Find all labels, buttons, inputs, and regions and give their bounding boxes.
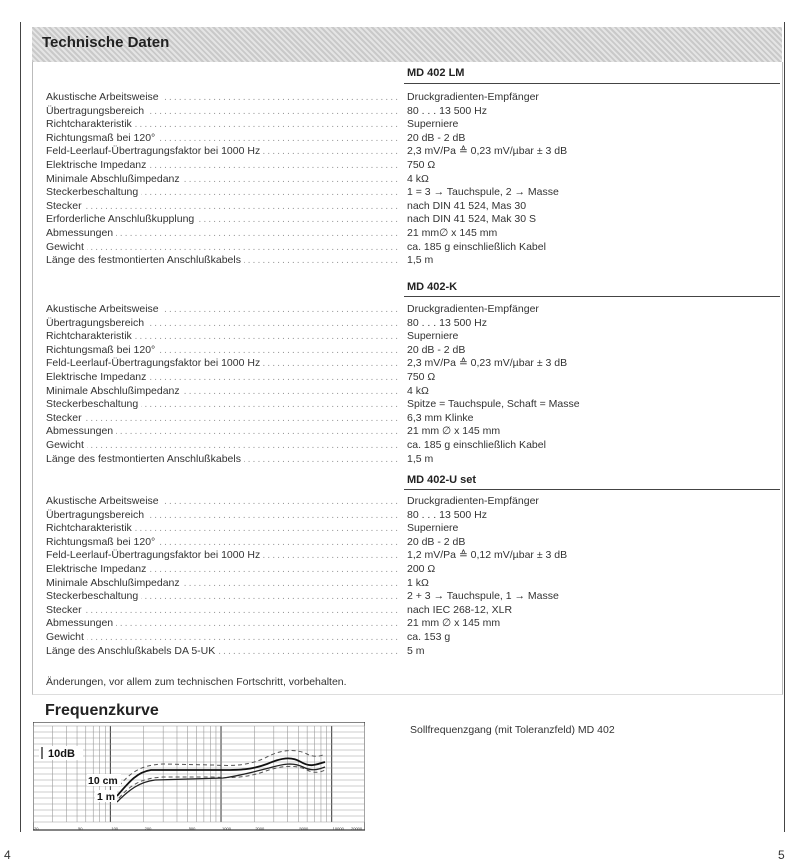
- spec-label-text: Erforderliche Anschlußkupplung: [46, 213, 197, 225]
- spec-label-text: Übertragungsbereich: [46, 509, 147, 521]
- spec-row: [0, 644, 807, 658]
- x-tick-label: 500: [188, 826, 196, 831]
- spec-row: [0, 603, 807, 617]
- spec-label-text: Steckerbeschaltung: [46, 590, 141, 602]
- spec-label: [46, 117, 398, 131]
- spec-row: [0, 494, 807, 508]
- spec-label-text: Steckerbeschaltung: [46, 186, 141, 198]
- spec-label-text: Abmessungen: [46, 227, 116, 239]
- spec-row: [0, 329, 807, 343]
- spec-row: [0, 576, 807, 590]
- spec-label-text: Abmessungen: [46, 425, 116, 437]
- spec-label-text: Abmessungen: [46, 617, 116, 629]
- spec-row: [0, 397, 807, 411]
- spec-value: nach DIN 41 524, Mak 30 S: [407, 213, 536, 226]
- spec-value: 20 dB - 2 dB: [407, 343, 466, 356]
- x-tick-label: 20: [34, 826, 39, 831]
- spec-value: 80 . . . 13 500 Hz: [407, 508, 487, 521]
- spec-value: 4 kΩ: [407, 384, 429, 397]
- x-tick-label: 2000: [255, 826, 265, 831]
- spec-label: [46, 576, 398, 590]
- spec-value: 750 Ω: [407, 371, 436, 383]
- spec-label: [46, 589, 398, 603]
- curve-label-1m: 1 m: [97, 791, 116, 803]
- spec-value: 21 mm ∅ x 145 mm: [407, 617, 501, 630]
- frequency-response-chart: [33, 722, 365, 834]
- spec-label-text: Richtungsmaß bei 120°: [46, 344, 158, 356]
- spec-label-text: Minimale Abschlußimpedanz: [46, 577, 183, 589]
- spec-label-text: Richtcharakteristik: [46, 522, 135, 534]
- disclaimer-note: Änderungen, vor allem zum technischen Fortschritt, vorbehalten.: [46, 676, 347, 688]
- spec-value: Superniere: [407, 118, 459, 131]
- x-tick-label: 200: [144, 826, 152, 831]
- spec-label-text: Gewicht: [46, 631, 87, 643]
- spec-value: 4 kΩ: [407, 172, 429, 185]
- spec-label-text: Gewicht: [46, 439, 87, 451]
- spec-label: [46, 508, 398, 522]
- spec-row: [0, 616, 807, 630]
- spec-row: [0, 370, 807, 384]
- spec-row: [0, 185, 807, 199]
- spec-label: [46, 616, 398, 630]
- spec-label-text: Stecker: [46, 200, 85, 212]
- x-tick-label: 20000: [351, 826, 363, 831]
- section-title: Technische Daten: [42, 34, 170, 51]
- spec-row: [0, 104, 807, 118]
- spec-value: 80 . . . 13 500 Hz: [407, 316, 487, 329]
- spec-label-text: Feld-Leerlauf-Übertragungsfaktor bei 1000 Hz: [46, 145, 263, 157]
- spec-label: [46, 329, 398, 343]
- spec-label: [46, 144, 398, 158]
- spec-label-text: Akustische Arbeitsweise: [46, 303, 162, 315]
- spec-row: [0, 521, 807, 535]
- spec-row: [0, 226, 807, 240]
- spec-label: [46, 172, 398, 186]
- x-tick-label: 50: [78, 826, 83, 831]
- spec-row: [0, 131, 807, 145]
- spec-label: [46, 562, 398, 576]
- spec-label: [46, 397, 398, 411]
- spec-row: [0, 384, 807, 398]
- spec-label: [46, 90, 398, 104]
- spec-row: [0, 535, 807, 549]
- spec-label-text: Elektrische Impedanz: [46, 159, 149, 171]
- spec-label: [46, 424, 398, 438]
- spec-row: [0, 240, 807, 254]
- x-tick-label: 10000: [332, 826, 344, 831]
- spec-label-text: Akustische Arbeitsweise: [46, 91, 162, 103]
- spec-row: [0, 548, 807, 562]
- spec-row: [0, 452, 807, 466]
- spec-value: Druckgradienten-Empfänger: [407, 91, 539, 103]
- spec-row: [0, 212, 807, 226]
- spec-label-text: Gewicht: [46, 241, 87, 253]
- spec-value: 21 mm∅ x 145 mm: [407, 227, 498, 239]
- spec-label-text: Akustische Arbeitsweise: [46, 495, 162, 507]
- spec-value: 5 m: [407, 644, 425, 657]
- model-title-lm: MD 402 LM: [407, 67, 465, 79]
- spec-label: [46, 356, 398, 370]
- spec-row: [0, 158, 807, 172]
- spec-label-text: Übertragungsbereich: [46, 317, 147, 329]
- spec-row: [0, 356, 807, 370]
- spec-label: [46, 240, 398, 254]
- spec-label: [46, 644, 398, 658]
- spec-label: [46, 316, 398, 330]
- spec-value: 1 = 3 → Tauchspule, 2 → Masse: [407, 186, 559, 199]
- spec-label: [46, 185, 398, 199]
- spec-label: [46, 226, 398, 240]
- spec-value: nach DIN 41 524, Mas 30: [407, 199, 527, 212]
- spec-row: [0, 253, 807, 267]
- spec-value: 750 Ω: [407, 159, 436, 171]
- spec-row: [0, 508, 807, 522]
- spec-label-text: Elektrische Impedanz: [46, 563, 149, 575]
- spec-label-text: Stecker: [46, 412, 85, 424]
- spec-label: [46, 535, 398, 549]
- spec-label-text: Länge des festmontierten Anschlußkabels: [46, 453, 244, 465]
- frequency-caption: Sollfrequenzgang (mit Toleranzfeld) MD 402: [410, 724, 615, 736]
- spec-label: [46, 158, 398, 172]
- spec-row: [0, 199, 807, 213]
- spec-row: [0, 343, 807, 357]
- spec-row: [0, 630, 807, 644]
- spec-label: [46, 603, 398, 617]
- spec-value: 2 + 3 → Tauchspule, 1 → Masse: [407, 590, 559, 603]
- spec-label-text: Minimale Abschlußimpedanz: [46, 173, 183, 185]
- curve-label-10cm: 10 cm: [88, 775, 118, 787]
- spec-label: [46, 370, 398, 384]
- spec-value: 2,3 mV/Pa ≙ 0,23 mV/µbar ± 3 dB: [407, 145, 568, 158]
- spec-row: [0, 411, 807, 425]
- spec-value: 200 Ω: [407, 563, 436, 575]
- spec-value: 1 kΩ: [407, 576, 429, 589]
- page-number-right: 5: [778, 848, 785, 862]
- spec-row: [0, 424, 807, 438]
- spec-row: [0, 302, 807, 316]
- spec-row: [0, 562, 807, 576]
- spec-value: 20 dB - 2 dB: [407, 131, 466, 144]
- x-tick-label: 5000: [299, 826, 309, 831]
- spec-label-text: Feld-Leerlauf-Übertragungsfaktor bei 1000 Hz: [46, 357, 263, 369]
- x-tick-label: 100: [111, 826, 119, 831]
- spec-row: [0, 90, 807, 104]
- spec-label: [46, 494, 398, 508]
- frequency-title: Frequenzkurve: [45, 702, 159, 719]
- spec-value: ca. 185 g einschließlich Kabel: [407, 439, 546, 451]
- model-rule-k: [404, 296, 780, 297]
- spec-label: [46, 630, 398, 644]
- spec-row: [0, 316, 807, 330]
- spec-row: [0, 589, 807, 603]
- spec-label-text: Länge des Anschlußkabels DA 5-UK: [46, 645, 218, 657]
- spec-label: [46, 199, 398, 213]
- spec-row: [0, 172, 807, 186]
- model-rule-lm: [404, 83, 780, 84]
- spec-label-text: Richtungsmaß bei 120°: [46, 536, 158, 548]
- spec-label: [46, 343, 398, 357]
- page-number-left: 4: [4, 848, 11, 862]
- spec-value: 2,3 mV/Pa ≙ 0,23 mV/µbar ± 3 dB: [407, 357, 568, 370]
- spec-row: [0, 144, 807, 158]
- spec-value: Spitze = Tauchspule, Schaft = Masse: [407, 398, 580, 411]
- spec-label-text: Richtungsmaß bei 120°: [46, 132, 158, 144]
- spec-label-text: Steckerbeschaltung: [46, 398, 141, 410]
- spec-value: 21 mm ∅ x 145 mm: [407, 425, 501, 438]
- x-tick-label: 1000: [222, 826, 231, 831]
- spec-value: Superniere: [407, 330, 459, 343]
- spec-label: [46, 548, 398, 562]
- spec-label-text: Richtcharakteristik: [46, 118, 135, 130]
- spec-label: [46, 411, 398, 425]
- spec-label-text: Richtcharakteristik: [46, 330, 135, 342]
- scale-label: 10dB: [48, 748, 75, 760]
- spec-label-text: Elektrische Impedanz: [46, 371, 149, 383]
- spec-value: 20 dB - 2 dB: [407, 535, 466, 548]
- spec-value: 6,3 mm Klinke: [407, 411, 474, 424]
- model-rule-u: [404, 489, 780, 490]
- spec-value: ca. 185 g einschließlich Kabel: [407, 240, 546, 253]
- spec-value: Superniere: [407, 522, 459, 535]
- spec-value: nach IEC 268-12, XLR: [407, 603, 513, 616]
- spec-label-text: Feld-Leerlauf-Übertragungsfaktor bei 1000 Hz: [46, 549, 263, 561]
- model-title-u: MD 402-U set: [407, 474, 477, 486]
- spec-value: 1,5 m: [407, 254, 434, 267]
- spec-label: [46, 104, 398, 118]
- spec-label: [46, 131, 398, 145]
- spec-value: 1,5 m: [407, 452, 434, 465]
- spec-label-text: Länge des festmontierten Anschlußkabels: [46, 254, 244, 266]
- spec-row: [0, 117, 807, 131]
- spec-value: ca. 153 g: [407, 631, 451, 643]
- spec-label-text: Stecker: [46, 604, 85, 616]
- spec-label-text: Übertragungsbereich: [46, 105, 147, 117]
- spec-label: [46, 521, 398, 535]
- spec-value: Druckgradienten-Empfänger: [407, 495, 539, 507]
- spec-row: [0, 438, 807, 452]
- spec-label: [46, 253, 398, 267]
- model-title-k: MD 402-K: [407, 281, 458, 293]
- spec-label-text: Minimale Abschlußimpedanz: [46, 385, 183, 397]
- spec-value: Druckgradienten-Empfänger: [407, 303, 539, 315]
- spec-label: [46, 302, 398, 316]
- spec-value: 1,2 mV/Pa ≙ 0,12 mV/µbar ± 3 dB: [407, 549, 568, 562]
- spec-label: [46, 384, 398, 398]
- spec-label: [46, 438, 398, 452]
- spec-value: 80 . . . 13 500 Hz: [407, 104, 487, 117]
- spec-label: [46, 212, 398, 226]
- spec-label: [46, 452, 398, 466]
